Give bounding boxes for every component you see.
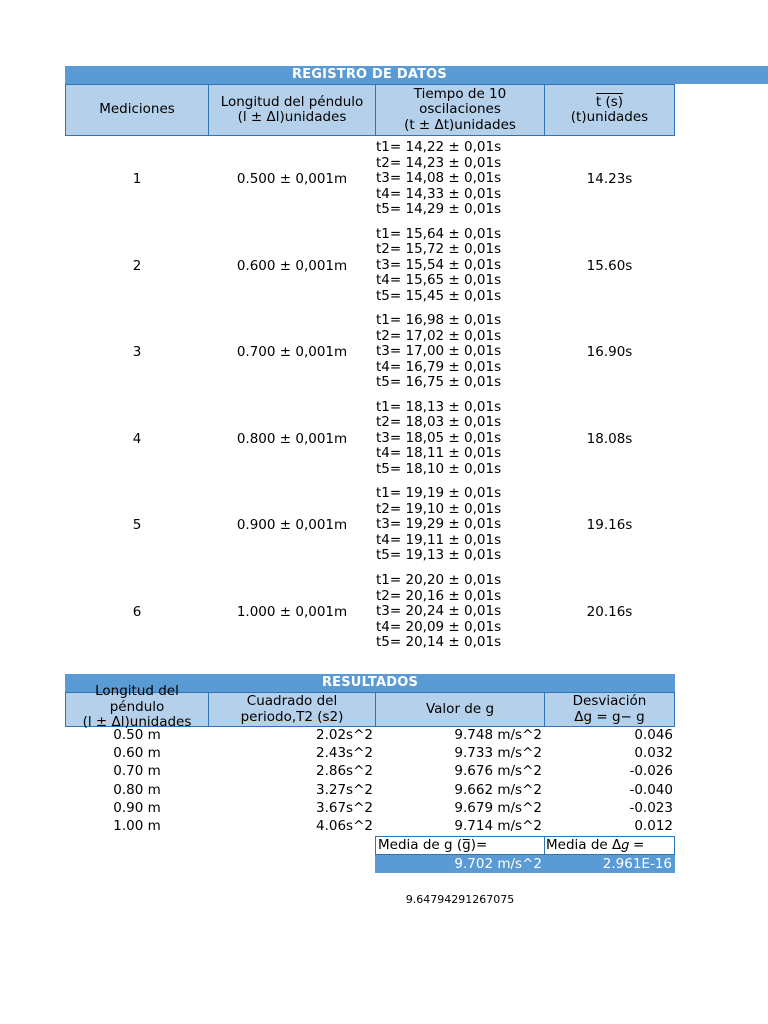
tiempo-t2: t2= 19,10 ± 0,01s xyxy=(376,500,502,517)
tiempo-t1: t1= 20,20 ± 0,01s xyxy=(376,572,502,588)
tiempos-list xyxy=(376,400,501,478)
registro-title: REGISTRO DE DATOS xyxy=(292,67,447,82)
res-desviacion: 0.046 xyxy=(634,727,673,743)
tiempo-t2: t2= 20,16 ± 0,01s xyxy=(376,587,502,604)
res-cuadrado-periodo: 3.27s^2 xyxy=(316,781,373,798)
tmean-symbol: t (s) xyxy=(595,93,624,110)
tiempo-t1: t1= 14,22 ± 0,01s xyxy=(376,139,502,155)
tiempo-t5: t5= 18,10 ± 0,01s xyxy=(376,460,502,477)
res-valor-g: 9.662 m/s^2 xyxy=(454,781,542,798)
tiempo-t2: t2= 17,02 ± 0,01s xyxy=(376,327,502,344)
tiempo-t1: t1= 18,13 ± 0,01s xyxy=(376,398,502,415)
tiempo-t4: t4= 16,79 ± 0,01s xyxy=(376,358,502,375)
res-header-desviacion: Desviación Δg = g− g xyxy=(544,692,675,727)
medicion-number: 4 xyxy=(132,430,142,447)
longitud-value: 0.600 ± 0,001m xyxy=(236,257,348,274)
res-desviacion: 0.012 xyxy=(634,818,673,834)
header-longitud: Longitud del péndulo (l ± Δl)unidades xyxy=(208,84,376,136)
longitud-value: 1.000 ± 0,001m xyxy=(236,604,348,620)
longitud-value: 0.800 ± 0,001m xyxy=(236,430,348,447)
tiempo-t4: t4= 20,09 ± 0,01s xyxy=(376,618,502,635)
tiempo-medio-value: 19.16s xyxy=(586,517,633,534)
tiempo-t1: t1= 16,98 ± 0,01s xyxy=(376,312,502,329)
tiempo-t4: t4= 19,11 ± 0,01s xyxy=(376,531,502,548)
header-mediciones: Mediciones xyxy=(65,84,209,136)
res-cuadrado-periodo: 3.67s^2 xyxy=(316,799,373,816)
tiempo-t3: t3= 15,54 ± 0,01s xyxy=(376,256,502,273)
tiempos-list xyxy=(376,486,501,564)
res-desviacion: -0.023 xyxy=(629,799,673,816)
tiempo-t3: t3= 19,29 ± 0,01s xyxy=(376,516,502,533)
res-header-longitud: Longitud del péndulo (l ± Δl)unidades xyxy=(65,692,209,727)
medicion-number: 6 xyxy=(132,604,142,620)
res-cuadrado-periodo: 4.06s^2 xyxy=(316,818,373,834)
tiempo-t4: t4= 14,33 ± 0,01s xyxy=(376,185,502,202)
media-dg-value-cell[interactable]: 2.961E-16 xyxy=(544,855,675,873)
res-valor-g: 9.733 m/s^2 xyxy=(454,745,542,762)
res-desviacion: -0.040 xyxy=(629,781,673,798)
medicion-number: 2 xyxy=(132,257,142,274)
tiempo-medio-value: 20.16s xyxy=(586,604,633,620)
tiempo-t4: t4= 18,11 ± 0,01s xyxy=(376,445,502,462)
tiempo-t2: t2= 14,23 ± 0,01s xyxy=(376,154,502,171)
res-cuadrado-periodo: 2.43s^2 xyxy=(316,745,373,762)
res-longitud: 0.70 m xyxy=(113,763,161,780)
tiempo-t1: t1= 15,64 ± 0,01s xyxy=(376,225,502,242)
tiempo-t5: t5= 19,13 ± 0,01s xyxy=(376,547,502,564)
tiempo-t5: t5= 15,45 ± 0,01s xyxy=(376,287,502,304)
tiempos-list xyxy=(376,573,501,651)
tiempos-list xyxy=(376,313,501,391)
res-longitud: 1.00 m xyxy=(113,818,161,834)
tiempo-t3: t3= 20,24 ± 0,01s xyxy=(376,603,502,619)
res-cuadrado-periodo: 2.02s^2 xyxy=(316,727,373,743)
media-g-label-cell[interactable]: Media de g (g̅)= xyxy=(375,836,545,855)
res-longitud: 0.50 m xyxy=(113,727,161,743)
tiempo-t5: t5= 14,29 ± 0,01s xyxy=(376,201,502,217)
res-longitud: 0.80 m xyxy=(113,781,161,798)
medicion-number: 1 xyxy=(132,171,142,187)
tiempo-t1: t1= 19,19 ± 0,01s xyxy=(376,485,502,502)
header-tiempo-medio: t (s) (t)unidades xyxy=(544,84,675,136)
res-valor-g: 9.676 m/s^2 xyxy=(454,763,542,780)
tiempo-t5: t5= 16,75 ± 0,01s xyxy=(376,374,502,391)
media-dg-label-cell[interactable]: Media de Δ𝑔 = xyxy=(544,836,675,855)
longitud-value: 0.700 ± 0,001m xyxy=(236,344,348,361)
tiempo-t3: t3= 14,08 ± 0,01s xyxy=(376,170,502,186)
header-tiempo: Tiempo de 10 oscilaciones (t ± Δt)unidades xyxy=(375,84,545,136)
res-desviacion: 0.032 xyxy=(634,745,673,762)
res-longitud: 0.90 m xyxy=(113,799,161,816)
registro-title-bar xyxy=(65,66,768,84)
tiempo-t4: t4= 15,65 ± 0,01s xyxy=(376,272,502,289)
longitud-value: 0.900 ± 0,001m xyxy=(236,517,348,534)
res-header-cuadrado: Cuadrado del periodo,T2 (s2) xyxy=(208,692,376,727)
tiempo-t5: t5= 20,14 ± 0,01s xyxy=(376,634,502,650)
res-valor-g: 9.679 m/s^2 xyxy=(454,799,542,816)
res-valor-g: 9.748 m/s^2 xyxy=(454,727,542,743)
medicion-number: 3 xyxy=(132,344,142,361)
tiempo-medio-value: 15.60s xyxy=(586,257,633,274)
resultados-title: RESULTADOS xyxy=(321,675,419,690)
tiempos-list xyxy=(376,227,501,305)
medicion-number: 5 xyxy=(132,517,142,534)
longitud-value: 0.500 ± 0,001m xyxy=(236,171,348,187)
tiempo-medio-value: 18.08s xyxy=(586,430,633,447)
tiempo-t2: t2= 18,03 ± 0,01s xyxy=(376,414,502,431)
res-desviacion: -0.026 xyxy=(629,763,673,780)
stray-value: 9.64794291267075 xyxy=(405,893,515,906)
tiempo-medio-value: 16.90s xyxy=(586,344,633,361)
res-longitud: 0.60 m xyxy=(113,745,161,762)
res-header-valor-g: Valor de g xyxy=(375,692,545,727)
tiempo-medio-value: 14.23s xyxy=(586,171,633,187)
tiempo-t3: t3= 17,00 ± 0,01s xyxy=(376,343,502,360)
res-cuadrado-periodo: 2.86s^2 xyxy=(316,763,373,780)
tiempo-t2: t2= 15,72 ± 0,01s xyxy=(376,241,502,258)
tiempos-list xyxy=(376,140,501,218)
res-valor-g: 9.714 m/s^2 xyxy=(454,818,542,834)
tiempo-t3: t3= 18,05 ± 0,01s xyxy=(376,429,502,446)
media-g-value-cell[interactable]: 9.702 m/s^2 xyxy=(375,855,545,873)
